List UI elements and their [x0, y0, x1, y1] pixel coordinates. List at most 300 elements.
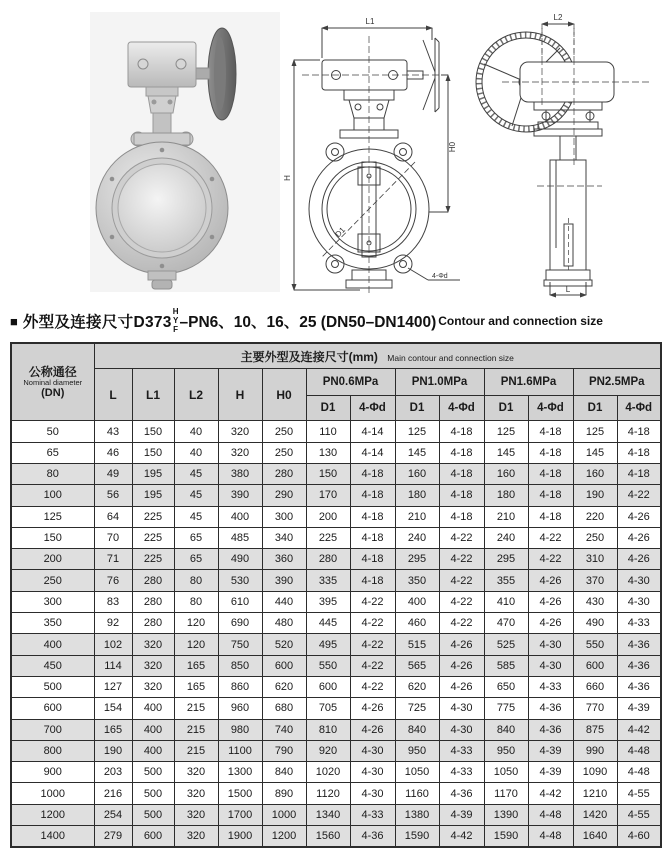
value-cell: 4-33 [617, 613, 661, 634]
value-cell: 875 [573, 719, 617, 740]
value-cell: 4-26 [439, 655, 484, 676]
value-cell: 4-48 [617, 762, 661, 783]
value-cell: 390 [262, 570, 306, 591]
table-row [11, 421, 661, 442]
value-cell: 4-36 [617, 655, 661, 676]
value-cell: 1100 [218, 740, 262, 761]
value-cell: 120 [174, 634, 218, 655]
value-cell: 1700 [218, 804, 262, 825]
value-cell: 4-14 [350, 442, 395, 463]
value-cell: 400 [132, 719, 174, 740]
value-cell: 295 [395, 549, 439, 570]
value-cell: 102 [94, 634, 132, 655]
value-cell: 850 [218, 655, 262, 676]
value-cell: 4-26 [350, 719, 395, 740]
table-row [11, 591, 661, 612]
table-row [11, 442, 661, 463]
value-cell: 240 [395, 527, 439, 548]
table-row [11, 613, 661, 634]
value-cell: 4-39 [528, 740, 573, 761]
value-cell: 400 [132, 698, 174, 719]
side-view-drawing [462, 8, 662, 305]
dim-label-l2: L2 [553, 13, 563, 22]
header-phid: 4-Φd [528, 396, 573, 421]
value-cell: 310 [573, 549, 617, 570]
value-cell: 810 [306, 719, 350, 740]
value-cell: 980 [218, 719, 262, 740]
value-cell: 4-39 [439, 804, 484, 825]
value-cell: 4-18 [528, 442, 573, 463]
value-cell: 775 [484, 698, 528, 719]
value-cell: 660 [573, 676, 617, 697]
value-cell: 430 [573, 591, 617, 612]
value-cell: 280 [132, 570, 174, 591]
value-cell: 150 [306, 463, 350, 484]
header-col-L1: L1 [132, 369, 174, 421]
value-cell: 45 [174, 485, 218, 506]
value-cell: 600 [573, 655, 617, 676]
value-cell: 470 [484, 613, 528, 634]
dn-cell: 350 [11, 613, 94, 634]
header-d1: D1 [395, 396, 439, 421]
value-cell: 4-42 [439, 826, 484, 848]
value-cell: 165 [174, 676, 218, 697]
title-english: Contour and connection size [438, 314, 603, 329]
value-cell: 4-26 [528, 613, 573, 634]
value-cell: 4-18 [439, 442, 484, 463]
value-cell: 500 [132, 783, 174, 804]
value-cell: 680 [262, 698, 306, 719]
value-cell: 300 [262, 506, 306, 527]
value-cell: 840 [395, 719, 439, 740]
value-cell: 170 [306, 485, 350, 506]
value-cell: 355 [484, 570, 528, 591]
value-cell: 215 [174, 698, 218, 719]
dn-cell: 200 [11, 549, 94, 570]
value-cell: 525 [484, 634, 528, 655]
value-cell: 250 [573, 527, 617, 548]
value-cell: 4-30 [439, 698, 484, 719]
value-cell: 4-36 [350, 826, 395, 848]
value-cell: 215 [174, 719, 218, 740]
value-cell: 1900 [218, 826, 262, 848]
dim-label-h0: H0 [448, 141, 457, 153]
value-cell: 4-30 [350, 740, 395, 761]
value-cell: 165 [94, 719, 132, 740]
value-cell: 960 [218, 698, 262, 719]
value-cell: 45 [174, 463, 218, 484]
value-cell: 225 [132, 549, 174, 570]
value-cell: 600 [306, 676, 350, 697]
value-cell: 4-22 [350, 676, 395, 697]
value-cell: 790 [262, 740, 306, 761]
title-chinese: 外型及连接尺寸D373 [22, 314, 172, 332]
value-cell: 145 [484, 442, 528, 463]
table-row [11, 463, 661, 484]
table-row [11, 783, 661, 804]
value-cell: 4-18 [617, 442, 661, 463]
variant-f: F [173, 324, 179, 334]
value-cell: 320 [132, 655, 174, 676]
title-pn-range: –PN6、10、16、25 (DN50–DN1400) [179, 314, 437, 332]
value-cell: 320 [218, 442, 262, 463]
value-cell: 4-22 [350, 634, 395, 655]
value-cell: 4-18 [528, 421, 573, 442]
table-header [11, 343, 661, 421]
value-cell: 1120 [306, 783, 350, 804]
value-cell: 500 [132, 762, 174, 783]
value-cell: 165 [174, 655, 218, 676]
value-cell: 1200 [262, 826, 306, 848]
value-cell: 1500 [218, 783, 262, 804]
value-cell: 225 [132, 527, 174, 548]
value-cell: 76 [94, 570, 132, 591]
header-main-span [94, 343, 661, 369]
table-row [11, 676, 661, 697]
value-cell: 4-30 [528, 655, 573, 676]
value-cell: 380 [218, 463, 262, 484]
value-cell: 125 [484, 421, 528, 442]
value-cell: 49 [94, 463, 132, 484]
dn-cell: 450 [11, 655, 94, 676]
value-cell: 40 [174, 442, 218, 463]
variant-h: H [172, 307, 179, 316]
value-cell: 216 [94, 783, 132, 804]
value-cell: 4-22 [528, 527, 573, 548]
value-cell: 225 [132, 506, 174, 527]
table-row [11, 506, 661, 527]
value-cell: 740 [262, 719, 306, 740]
value-cell: 4-36 [528, 698, 573, 719]
value-cell: 4-30 [439, 719, 484, 740]
dn-cell: 1000 [11, 783, 94, 804]
value-cell: 1640 [573, 826, 617, 848]
dn-cell: 400 [11, 634, 94, 655]
dn-cell: 700 [11, 719, 94, 740]
value-cell: 290 [262, 485, 306, 506]
value-cell: 490 [218, 549, 262, 570]
value-cell: 4-30 [617, 570, 661, 591]
value-cell: 4-22 [439, 570, 484, 591]
value-cell: 4-39 [528, 762, 573, 783]
dimension-table-body [11, 421, 661, 847]
value-cell: 160 [573, 463, 617, 484]
value-cell: 4-22 [528, 549, 573, 570]
table-row [11, 719, 661, 740]
value-cell: 125 [395, 421, 439, 442]
value-cell: 4-30 [350, 762, 395, 783]
dn-cell: 1200 [11, 804, 94, 825]
value-cell: 1560 [306, 826, 350, 848]
value-cell: 690 [218, 613, 262, 634]
dn-header-zh: 公称通径 [28, 364, 77, 379]
value-cell: 1300 [218, 762, 262, 783]
value-cell: 70 [94, 527, 132, 548]
value-cell: 200 [306, 506, 350, 527]
value-cell: 4-26 [617, 527, 661, 548]
section-title [0, 302, 670, 342]
value-cell: 335 [306, 570, 350, 591]
value-cell: 46 [94, 442, 132, 463]
value-cell: 650 [484, 676, 528, 697]
value-cell: 280 [306, 549, 350, 570]
value-cell: 390 [218, 485, 262, 506]
table-row [11, 485, 661, 506]
value-cell: 1590 [484, 826, 528, 848]
span-header-en: Main contour and connection size [387, 352, 514, 363]
value-cell: 320 [132, 634, 174, 655]
value-cell: 4-18 [439, 485, 484, 506]
value-cell: 4-22 [439, 549, 484, 570]
dimension-table [10, 342, 662, 848]
value-cell: 4-18 [350, 463, 395, 484]
table-row [11, 634, 661, 655]
value-cell: 4-22 [439, 527, 484, 548]
value-cell: 1020 [306, 762, 350, 783]
header-phid: 4-Φd [439, 396, 484, 421]
value-cell: 725 [395, 698, 439, 719]
value-cell: 4-60 [617, 826, 661, 848]
value-cell: 370 [573, 570, 617, 591]
value-cell: 360 [262, 549, 306, 570]
value-cell: 4-18 [528, 463, 573, 484]
value-cell: 530 [218, 570, 262, 591]
value-cell: 127 [94, 676, 132, 697]
value-cell: 40 [174, 421, 218, 442]
value-cell: 4-42 [617, 719, 661, 740]
value-cell: 460 [395, 613, 439, 634]
header-d1: D1 [573, 396, 617, 421]
value-cell: 1210 [573, 783, 617, 804]
value-cell: 480 [262, 613, 306, 634]
drawings-section [0, 0, 670, 302]
table-row [11, 527, 661, 548]
value-cell: 145 [395, 442, 439, 463]
value-cell: 920 [306, 740, 350, 761]
value-cell: 4-30 [350, 783, 395, 804]
dim-label-l: L [565, 285, 571, 294]
value-cell: 45 [174, 506, 218, 527]
header-phid: 4-Φd [350, 396, 395, 421]
value-cell: 340 [262, 527, 306, 548]
value-cell: 160 [484, 463, 528, 484]
dn-cell: 125 [11, 506, 94, 527]
value-cell: 770 [573, 698, 617, 719]
value-cell: 83 [94, 591, 132, 612]
table-row [11, 762, 661, 783]
value-cell: 150 [132, 421, 174, 442]
value-cell: 280 [132, 613, 174, 634]
dn-cell: 150 [11, 527, 94, 548]
value-cell: 71 [94, 549, 132, 570]
value-cell: 4-18 [528, 506, 573, 527]
value-cell: 4-55 [617, 783, 661, 804]
value-cell: 400 [132, 740, 174, 761]
dn-cell: 50 [11, 421, 94, 442]
value-cell: 4-26 [617, 549, 661, 570]
value-cell: 4-22 [439, 591, 484, 612]
dn-cell: 300 [11, 591, 94, 612]
value-cell: 4-55 [617, 804, 661, 825]
value-cell: 4-18 [439, 463, 484, 484]
table-row [11, 698, 661, 719]
dn-cell: 250 [11, 570, 94, 591]
value-cell: 4-36 [617, 676, 661, 697]
dim-label-l1: L1 [365, 17, 375, 26]
value-cell: 4-39 [617, 698, 661, 719]
value-cell: 620 [395, 676, 439, 697]
dn-cell: 500 [11, 676, 94, 697]
value-cell: 550 [573, 634, 617, 655]
dn-cell: 100 [11, 485, 94, 506]
value-cell: 485 [218, 527, 262, 548]
front-view-drawing [272, 12, 467, 304]
value-cell: 195 [132, 463, 174, 484]
header-pn06: PN0.6MPa [306, 369, 395, 396]
value-cell: 1160 [395, 783, 439, 804]
table-row [11, 655, 661, 676]
value-cell: 43 [94, 421, 132, 442]
value-cell: 240 [484, 527, 528, 548]
value-cell: 750 [218, 634, 262, 655]
dn-cell: 600 [11, 698, 94, 719]
value-cell: 130 [306, 442, 350, 463]
value-cell: 400 [395, 591, 439, 612]
value-cell: 840 [484, 719, 528, 740]
dn-cell: 1400 [11, 826, 94, 848]
value-cell: 280 [132, 591, 174, 612]
value-cell: 4-30 [617, 591, 661, 612]
value-cell: 4-48 [528, 804, 573, 825]
model-variant-stack [173, 308, 179, 334]
value-cell: 320 [174, 804, 218, 825]
dn-header-en: Nominal diameter [23, 377, 83, 387]
value-cell: 950 [395, 740, 439, 761]
value-cell: 295 [484, 549, 528, 570]
value-cell: 4-36 [439, 783, 484, 804]
value-cell: 320 [174, 762, 218, 783]
value-cell: 1050 [395, 762, 439, 783]
value-cell: 4-18 [439, 506, 484, 527]
value-cell: 56 [94, 485, 132, 506]
table-row [11, 570, 661, 591]
value-cell: 400 [218, 506, 262, 527]
value-cell: 1380 [395, 804, 439, 825]
table-row [11, 740, 661, 761]
value-cell: 4-18 [617, 463, 661, 484]
value-cell: 203 [94, 762, 132, 783]
value-cell: 410 [484, 591, 528, 612]
value-cell: 320 [132, 676, 174, 697]
value-cell: 4-48 [617, 740, 661, 761]
value-cell: 1000 [262, 804, 306, 825]
square-bullet-icon: ■ [10, 313, 18, 329]
header-col-H: H [218, 369, 262, 421]
value-cell: 1170 [484, 783, 528, 804]
value-cell: 1050 [484, 762, 528, 783]
value-cell: 254 [94, 804, 132, 825]
value-cell: 154 [94, 698, 132, 719]
value-cell: 114 [94, 655, 132, 676]
header-pn16: PN1.6MPa [484, 369, 573, 396]
value-cell: 4-18 [350, 506, 395, 527]
value-cell: 440 [262, 591, 306, 612]
header-nominal-diameter [11, 343, 94, 421]
value-cell: 64 [94, 506, 132, 527]
value-cell: 585 [484, 655, 528, 676]
value-cell: 4-30 [528, 634, 573, 655]
value-cell: 4-36 [617, 634, 661, 655]
dim-label-d1: D1 [333, 225, 347, 240]
value-cell: 150 [132, 442, 174, 463]
value-cell: 225 [306, 527, 350, 548]
value-cell: 160 [395, 463, 439, 484]
dn-cell: 65 [11, 442, 94, 463]
value-cell: 190 [94, 740, 132, 761]
value-cell: 1590 [395, 826, 439, 848]
value-cell: 220 [573, 506, 617, 527]
value-cell: 500 [132, 804, 174, 825]
value-cell: 125 [573, 421, 617, 442]
value-cell: 320 [174, 826, 218, 848]
value-cell: 4-18 [617, 421, 661, 442]
value-cell: 4-33 [439, 762, 484, 783]
value-cell: 4-26 [528, 591, 573, 612]
variant-y: Y [172, 315, 179, 325]
value-cell: 990 [573, 740, 617, 761]
value-cell: 250 [262, 421, 306, 442]
value-cell: 1090 [573, 762, 617, 783]
value-cell: 195 [132, 485, 174, 506]
value-cell: 65 [174, 549, 218, 570]
value-cell: 490 [573, 613, 617, 634]
value-cell: 4-22 [350, 655, 395, 676]
value-cell: 280 [262, 463, 306, 484]
value-cell: 4-26 [350, 698, 395, 719]
dim-label-h: H [283, 175, 292, 181]
value-cell: 145 [573, 442, 617, 463]
value-cell: 4-33 [350, 804, 395, 825]
value-cell: 110 [306, 421, 350, 442]
value-cell: 4-18 [350, 570, 395, 591]
header-d1: D1 [484, 396, 528, 421]
value-cell: 550 [306, 655, 350, 676]
table-row [11, 804, 661, 825]
value-cell: 620 [262, 676, 306, 697]
value-cell: 180 [395, 485, 439, 506]
value-cell: 890 [262, 783, 306, 804]
value-cell: 515 [395, 634, 439, 655]
value-cell: 180 [484, 485, 528, 506]
header-pn10: PN1.0MPa [395, 369, 484, 396]
value-cell: 705 [306, 698, 350, 719]
dn-cell: 800 [11, 740, 94, 761]
value-cell: 445 [306, 613, 350, 634]
value-cell: 495 [306, 634, 350, 655]
value-cell: 320 [218, 421, 262, 442]
value-cell: 4-22 [617, 485, 661, 506]
value-cell: 279 [94, 826, 132, 848]
value-cell: 80 [174, 570, 218, 591]
table-row [11, 549, 661, 570]
value-cell: 4-26 [528, 570, 573, 591]
value-cell: 860 [218, 676, 262, 697]
dn-header-unit: (DN) [41, 387, 65, 400]
header-phid: 4-Φd [617, 396, 661, 421]
header-d1: D1 [306, 396, 350, 421]
dn-cell: 900 [11, 762, 94, 783]
header-pn25: PN2.5MPa [573, 369, 661, 396]
